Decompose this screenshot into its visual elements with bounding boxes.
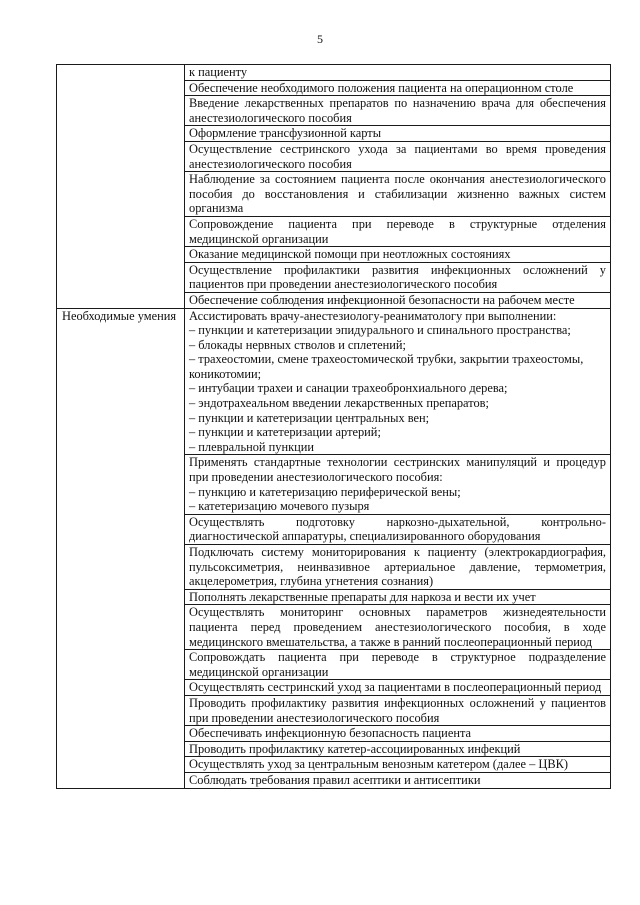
row-cell xyxy=(185,772,611,788)
row-cell xyxy=(185,126,611,142)
page-number: 5 xyxy=(317,32,323,46)
row-text: к пациенту xyxy=(189,65,248,79)
section-label xyxy=(57,65,185,309)
list-item: – эндотрахеальном введении лекарственных препаратов; xyxy=(189,396,489,411)
section-label: Необходимые умения xyxy=(57,308,185,788)
row-text: Обеспечение необходимого положения пациента на операционном столе xyxy=(189,80,574,95)
row-text: Осуществлять сестринский уход за пациентами в послеоперационный период xyxy=(189,680,602,695)
row-text: Введение лекарственных препаратов по назначению врача для обеспечения анестезиологического пособия xyxy=(189,96,606,125)
row-text: Подключать систему мониторирования к пациенту (электрокардиография, пульсоксиметрия, неинвазивное артериальное давление, термометрия, акцелерометрия, глубина угнетения сознания) xyxy=(189,545,606,589)
row-cell xyxy=(185,757,611,773)
list-item: – пункции и катетеризации артерий; xyxy=(189,425,381,440)
row-cell xyxy=(185,695,611,725)
row-cell xyxy=(185,80,611,96)
row-text: Обеспечивать инфекционную безопасность пациента xyxy=(189,726,472,741)
row-cell xyxy=(185,605,611,650)
row-cell xyxy=(185,650,611,680)
row-text: Осуществление профилактики развития инфекционных осложнений у пациентов при проведении анестезиологического пособия xyxy=(189,262,606,292)
row-cell xyxy=(185,216,611,246)
row-text: Оформление трансфузионной карты xyxy=(189,126,382,141)
list-item: – пункцию и катетеризацию периферической вены; xyxy=(189,484,461,499)
row-text: Проводить профилактику катетер-ассоциированных инфекций xyxy=(189,741,521,756)
row-cell xyxy=(185,726,611,742)
row-text: Соблюдать требования правил асептики и антисептики xyxy=(189,772,481,787)
row-cell xyxy=(185,96,611,126)
row-cell xyxy=(185,65,611,81)
list-item: – пункции и катетеризации центральных вен; xyxy=(189,410,430,425)
row-cell xyxy=(185,545,611,590)
row-cell xyxy=(185,741,611,757)
list-item: – трахеостомии, смене трахеостомической трубки, закрытии трахеостомы, коникотомии; xyxy=(189,352,584,381)
row-cell xyxy=(185,308,611,455)
row-cell xyxy=(185,680,611,696)
row-cell xyxy=(185,589,611,605)
row-text: Осуществлять мониторинг основных параметров жизнедеятельности пациента перед проведением анестезиологического пособия, в ходе медицинского вмешательства, а также в ранний послеоперационный период xyxy=(189,605,606,649)
row-text: Ассистировать врачу-анестезиологу-реаниматологу при выполнении: xyxy=(189,308,557,323)
row-text: Осуществлять уход за центральным венозным катетером (далее – ЦВК) xyxy=(189,757,569,772)
list-item: – катетеризацию мочевого пузыря xyxy=(189,499,370,514)
row-cell xyxy=(185,292,611,308)
row-text: Осуществлять подготовку наркозно-дыхательной, контрольно-диагностической аппаратуры, специализированного оборудования xyxy=(189,514,606,544)
list-item: – пункции и катетеризации эпидурального и спинального пространства; xyxy=(189,323,571,338)
row-text: Осуществление сестринского ухода за пациентами во время проведения анестезиологического пособия xyxy=(189,141,606,171)
row-cell xyxy=(185,141,611,171)
list-item: – плевральной пункции xyxy=(189,439,315,454)
row-text: Проводить профилактику развития инфекционных осложнений у пациентов при проведении анестезиологического пособия xyxy=(189,695,606,725)
row-text: Применять стандартные технологии сестринских манипуляций и процедур при проведении анестезиологического пособия: xyxy=(189,455,606,485)
list-item: – блокады нервных стволов и сплетений; xyxy=(189,337,406,352)
table-row xyxy=(57,65,611,81)
list-item: – интубации трахеи и санации трахеобронхиального дерева; xyxy=(189,381,508,396)
row-cell xyxy=(185,262,611,292)
row-cell xyxy=(185,247,611,263)
row-text: Сопровождать пациента при переводе в структурное подразделение медицинской организации xyxy=(189,650,606,679)
table-row xyxy=(57,308,611,455)
table-body xyxy=(57,65,611,789)
competency-table xyxy=(56,64,611,789)
row-cell xyxy=(185,514,611,544)
row-text: Обеспечение соблюдения инфекционной безопасности на рабочем месте xyxy=(189,292,575,307)
row-text: Оказание медицинской помощи при неотложных состояниях xyxy=(189,247,511,262)
row-cell xyxy=(185,455,611,514)
row-cell xyxy=(185,172,611,217)
row-text: Пополнять лекарственные препараты для наркоза и вести их учет xyxy=(189,589,536,604)
row-text: Наблюдение за состоянием пациента после окончания анестезиологического пособия до восстановления и стабилизации жизненно важных систем организма xyxy=(189,172,606,216)
row-text: Сопровождение пациента при переводе в структурные отделения медицинской организации xyxy=(189,216,606,246)
